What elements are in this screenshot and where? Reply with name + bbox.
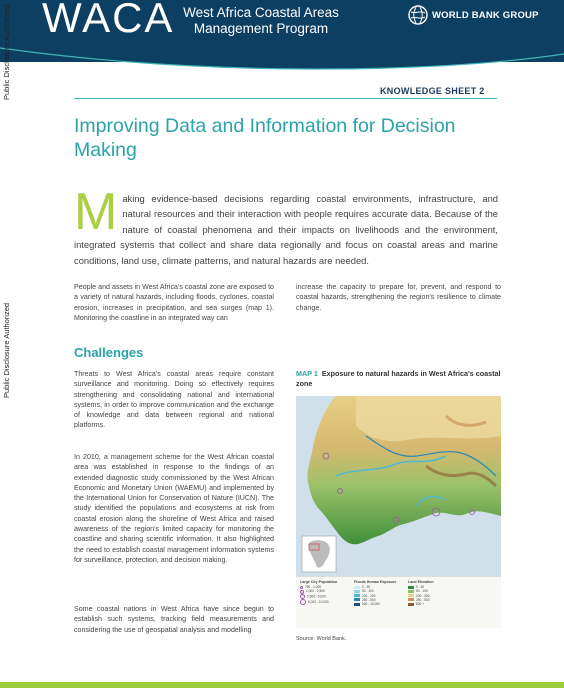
world-bank-text: WORLD BANK GROUP [432, 9, 539, 21]
legend-elevation [408, 580, 434, 606]
intro-paragraph-right: increase the capacity to prepare for, prevent, and respond to coastal hazards, strengthening the region's resilience to climate change. [296, 283, 501, 312]
divider [74, 98, 497, 99]
legend-item: 1,000 - 2,500 [300, 589, 337, 593]
side-disclosure-label: Public Disclosure Authorized [2, 4, 11, 100]
legend-item: 5,000 - 10,000 [300, 599, 337, 605]
legend-population [300, 580, 337, 605]
program-title-line1: West Africa Coastal Areas [183, 5, 339, 20]
legend-item: 0 - 50 [354, 585, 396, 589]
legend-item: 250 - 500 [354, 598, 396, 602]
legend-item: 50 - 100 [354, 589, 396, 593]
hazard-map-graphic [296, 396, 501, 576]
legend-floods [354, 580, 396, 606]
lead-text: aking evidence-based decisions regarding coastal environments, infrastructure, and natural resources and their interaction with people requires accurate data. Because of the nature of coastal phenomena and their impacts on livelihoods and the environment, integrated systems that collect and share data regionally and focus on coastal areas and marine conditions, land use, climate patterns, and natural hazards are needed. [74, 193, 498, 266]
globe-icon [408, 5, 428, 25]
lead-paragraph [74, 183, 498, 268]
map-title: Exposure to natural hazards in West Africa's coastal zone [296, 369, 501, 388]
legend-title: Large City Population [300, 580, 338, 584]
legend-title: Land Elevation [408, 580, 434, 584]
side-disclosure-label: Public Disclosure Authorized [2, 302, 11, 398]
legend-item: 2,500 - 5,000 [300, 594, 337, 599]
intro-paragraph-left: People and assets in West Africa's coastal zone are exposed to a variety of natural hazards, including floods, cyclones, coastal erosion, increases in precipitation, and sea surges (map 1). Monitoring the coastline in an integrated way can [74, 283, 274, 322]
legend-item: 250 - 500 [408, 598, 434, 602]
map-source: Source: World Bank. [296, 636, 347, 642]
section-heading-challenges: Challenges [74, 345, 144, 360]
hazard-map [296, 396, 501, 576]
program-title-line2: Management Program [193, 21, 329, 36]
legend-item: 500 + [408, 602, 434, 606]
waca-logo: WACA [42, 0, 175, 41]
legend-title: Floods Human Exposure [354, 580, 397, 584]
legend-item: 50 - 100 [408, 589, 434, 593]
legend-item: 0 - 50 [408, 585, 434, 589]
legend-item: 500 - 10,000 [354, 602, 396, 606]
legend-item: 100 - 250 [354, 594, 396, 598]
bottom-bar [0, 682, 564, 688]
map-number: MAP 1 [296, 369, 318, 378]
page-title: Improving Data and Information for Decision Making [74, 115, 456, 161]
dropcap: M [74, 183, 118, 241]
map-caption [296, 369, 501, 389]
world-bank-logo [408, 5, 539, 25]
legend-item: 100 - 250 [408, 594, 434, 598]
challenges-paragraph: In 2010, a management scheme for the West African coastal area was established in response to the findings of an extended diagnostic study commissioned by the West African Economic and Monetary Union (WAEMU) and implemented by the International Union for Conservation of Nature (IUCN). The study identified the populations and ecosystems at risk from coastal erosion along the shoreline of West Africa and raised awareness of the region's limited capacity for monitoring the coastline and sharing scientific information. It also highlighted the need to establish coastal management information systems for surveillance, protection, and decision making. [74, 453, 274, 564]
program-title [175, 5, 347, 37]
map-legend [296, 576, 501, 628]
legend-item: 750 - 1,000 [300, 585, 337, 589]
challenges-paragraph: Threats to West Africa's coastal areas require constant surveillance and monitoring. Doing so effectively requires strengthening and consolidating national and international systems, in order to improve communication and the exchange of knowledge and data between regional and national platforms. [74, 370, 274, 430]
challenges-paragraph: Some coastal nations in West Africa have since begun to establish such systems, tracking field measurements and considering the use of geospatial analysis and modelling [74, 605, 274, 634]
knowledge-sheet-label: KNOWLEDGE SHEET 2 [380, 86, 485, 96]
